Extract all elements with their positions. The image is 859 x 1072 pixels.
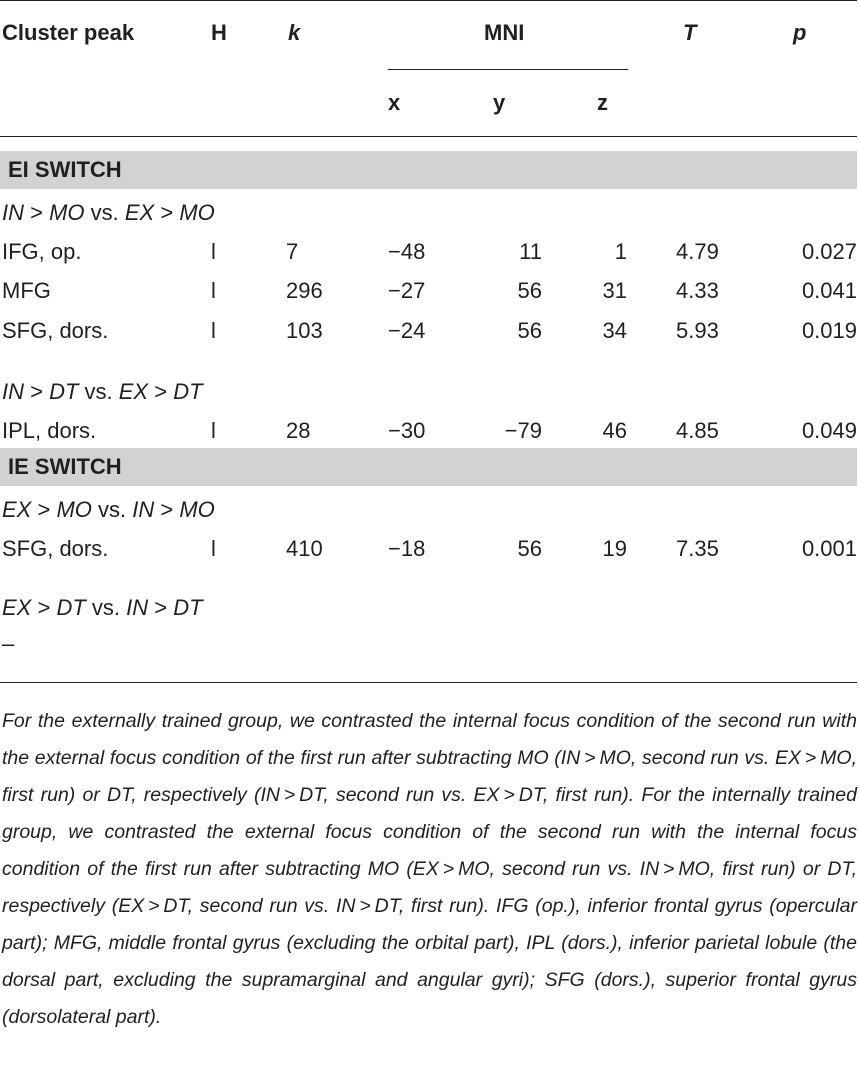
cell-p: 0.001 — [801, 535, 857, 561]
condition-term: IN — [132, 497, 155, 522]
cell-h: l — [211, 278, 216, 303]
condition-term: MO — [49, 200, 85, 225]
header-k: k — [288, 20, 301, 45]
cell-h: l — [211, 417, 216, 443]
cell-z: 1 — [614, 238, 627, 264]
cell-z: 34 — [602, 317, 627, 343]
condition-term: IN — [2, 200, 24, 225]
contrast-operator: vs. — [84, 200, 125, 225]
section-band — [0, 448, 857, 486]
mni-underline — [388, 69, 628, 70]
contrast-operator: > — [31, 595, 57, 620]
header-hemisphere: H — [211, 20, 227, 45]
header-mni: MNI — [484, 20, 525, 45]
table-bottom-rule — [0, 682, 857, 683]
condition-term: EX — [2, 595, 32, 620]
cell-z: 46 — [602, 417, 627, 443]
condition-term: EX — [2, 497, 32, 522]
cell-y: 56 — [517, 278, 542, 303]
contrast-operator: > — [24, 379, 50, 404]
condition-term: EX — [124, 200, 155, 225]
cell-t: 7.35 — [676, 535, 719, 561]
condition-term: DT — [173, 595, 203, 620]
cell-k: 410 — [286, 535, 323, 561]
cell-k: 7 — [286, 238, 299, 264]
condition-term: DT — [56, 595, 86, 620]
cell-y: 56 — [517, 317, 542, 343]
cell-x: −24 — [388, 317, 426, 343]
condition-term: EX — [118, 379, 149, 404]
cell-region: SFG, dors. — [2, 317, 109, 343]
header-z: z — [597, 90, 608, 115]
cell-region: IPL, dors. — [2, 417, 97, 443]
contrast-operator: > — [154, 200, 180, 225]
cell-x: −18 — [388, 535, 426, 561]
table-footnote: For the externally trained group, we contrasted the internal focus condition of the second run with the external focus condition of the first run after subtracting MO (IN > MO, second run vs. EX > MO, first run) or DT, respectively (IN > DT, second run vs. EX > DT, first run). For the internally trained group, we contrasted the external focus condition of the second run with the internal focus condition of the first run after subtracting MO (EX > MO, second run vs. IN > MO, first run) or DT, respectively (EX > DT, second run vs. IN > DT, first run). IFG (op.), inferior frontal gyrus (opercular part); MFG, middle frontal gyrus (excluding the orbital part), IPL (dors.), inferior parietal lobule (the dorsal part, excluding the supramarginal and angular gyri); SFG (dors.), superior frontal gyrus (dorsolateral part). — [2, 710, 857, 1028]
condition-term: DT — [49, 379, 79, 404]
cell-k: 296 — [286, 278, 323, 303]
condition-term: MO — [179, 497, 215, 522]
cell-k: 103 — [286, 317, 323, 343]
cell-x: −48 — [388, 238, 426, 264]
header-bottom-rule — [0, 136, 857, 137]
cell-z: 31 — [602, 278, 627, 303]
cell-h: l — [211, 238, 216, 264]
condition-term: DT — [173, 379, 203, 404]
contrast-operator: > — [31, 497, 57, 522]
cell-t: 4.85 — [676, 417, 719, 443]
cell-h: l — [211, 317, 216, 343]
cell-region: SFG, dors. — [2, 535, 109, 561]
cell-p: 0.049 — [801, 417, 857, 443]
cell-x: −30 — [388, 417, 426, 443]
section-title: IE SWITCH — [8, 454, 122, 479]
header-t: T — [683, 20, 697, 45]
contrast-label — [2, 379, 203, 405]
contrast-operator: > — [154, 497, 180, 522]
cell-t: 4.33 — [676, 278, 719, 303]
contrast-label — [2, 497, 215, 523]
cell-p: 0.041 — [801, 278, 857, 303]
contrast-operator: > — [148, 379, 174, 404]
condition-term: MO — [179, 200, 215, 225]
section-band — [0, 151, 857, 189]
cell-t: 5.93 — [676, 317, 719, 343]
contrast-operator: > — [24, 200, 50, 225]
contrast-operator: vs. — [78, 379, 119, 404]
cell-y: 56 — [517, 535, 542, 561]
cell-x: −27 — [388, 278, 426, 303]
header-cluster-peak: Cluster peak — [2, 20, 135, 45]
empty-result-marker: – — [2, 630, 15, 656]
header-y: y — [493, 90, 506, 115]
header-p: p — [793, 20, 807, 45]
cell-region: IFG, op. — [2, 238, 82, 264]
contrast-operator: vs. — [85, 595, 127, 620]
condition-term: IN — [126, 595, 149, 620]
section-title: EI SWITCH — [8, 157, 122, 182]
contrast-operator: > — [148, 595, 174, 620]
cell-k: 28 — [286, 417, 311, 443]
condition-term: IN — [2, 379, 24, 404]
cell-p: 0.027 — [801, 238, 857, 264]
contrast-label — [2, 200, 215, 226]
cell-p: 0.019 — [801, 317, 857, 343]
cell-region: MFG — [2, 278, 51, 303]
header-x: x — [388, 90, 401, 115]
contrast-operator: vs. — [91, 497, 133, 522]
cell-h: l — [211, 535, 216, 561]
cell-y: 11 — [519, 238, 542, 264]
cell-z: 19 — [602, 535, 627, 561]
table-top-rule — [0, 0, 857, 1]
cell-t: 4.79 — [676, 238, 719, 264]
contrast-label — [2, 595, 203, 621]
cell-y: −79 — [504, 417, 542, 443]
condition-term: MO — [56, 497, 92, 522]
